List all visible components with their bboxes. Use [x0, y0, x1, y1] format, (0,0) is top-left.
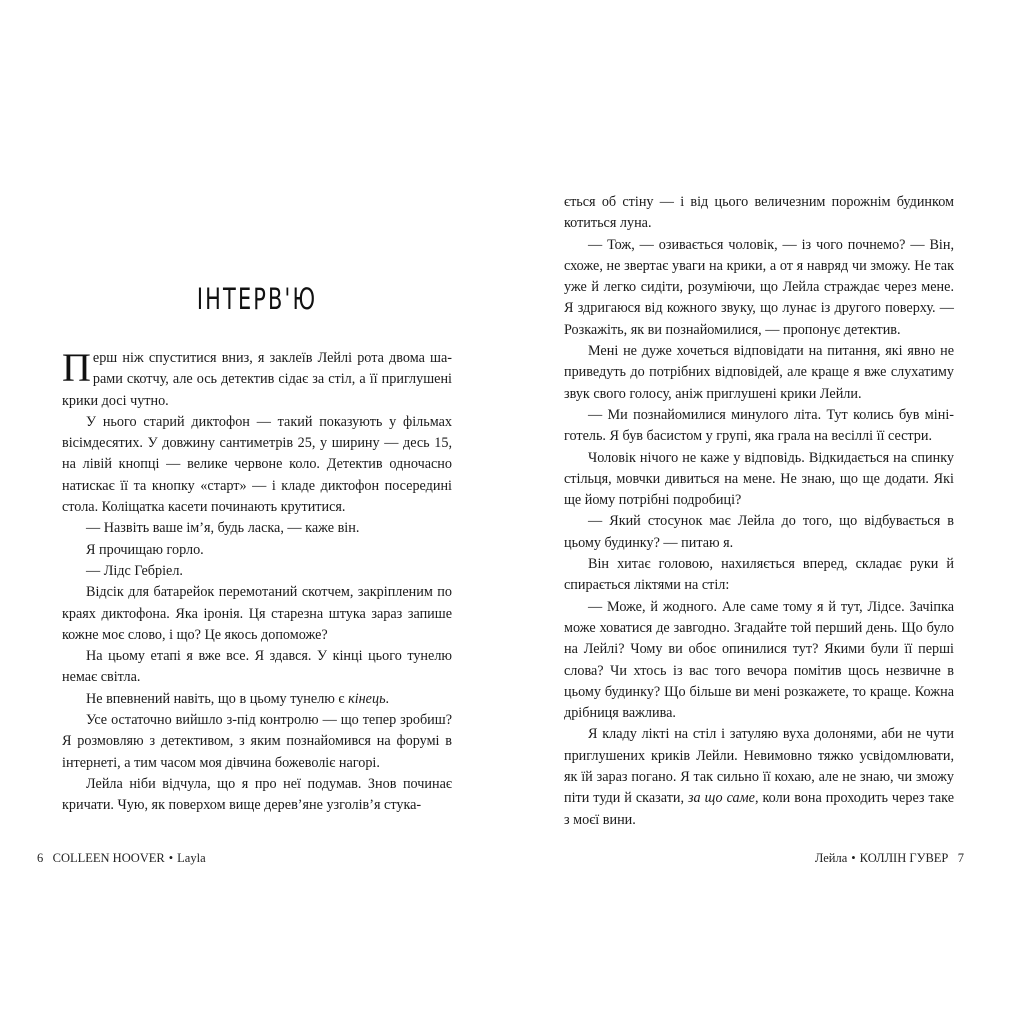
paragraph: Він хитає головою, нахиляється вперед, складає руки й спирається ліктями на стіл: [564, 556, 954, 594]
footer-bullet: • [851, 851, 856, 865]
page-number: 6 [37, 851, 44, 865]
paragraph: ється об стіну — і від цього величезним порожнім будинком котиться луна. [564, 194, 954, 232]
running-author: COLLEEN HOOVER [52, 851, 165, 865]
paragraph: У нього старий диктофон — такий показують у фільмах вісімдесятих. У довжину сантиметрів 25, у ширину — десь 15, на лівій кнопці — велике червоне коло. Детектив одночасно натискає її та кнопку «старт» — і кладе диктофон посередині стола. Коліщатка касети починають крутитися. [62, 413, 452, 516]
paragraph: Лейла ніби відчула, що я про неї подумав. Знов починає кричати. Чую, як поверхом вище дерев’яне узголів’я стука- [62, 775, 452, 814]
chapter-title: ІНТЕРВ'Ю [196, 282, 318, 316]
paragraph: Перш ніж спуститися вниз, я заклеїв Лейлі рота двома шарами скотчу, але ось детектив сідає за стіл, а її приглушені крики досі чутно. [62, 345, 452, 409]
paragraph: — Тож, — озивається чоловік, — із чого почнемо? — Він, схоже, не звертає уваги на крики, а от я навряд чи зможу. Не так уже й легко сидіти, розуміючи, що Лейла страждає через мене. Я здригаюся від кожного звуку, що лунає із другого поверху. — Розкажіть, як ви познайомилися, — пропонує детектив. [564, 236, 954, 338]
paragraph: — Який стосунок має Лейла до того, що відбувається в цьому будинку? — питаю я. [564, 513, 954, 551]
paragraph: На цьому етапі я вже все. Я здався. У кінці цього тунелю немає світла. [62, 648, 452, 686]
left-page-footer [37, 851, 206, 866]
running-book-title: Layla [177, 851, 206, 865]
paragraph: Відсік для батарейок перемотаний скотчем, закріпленим по краях диктофона. Яка іронія. Ця старезна штука зараз запише кожне моє слово, і що? Це якось допоможе? [62, 584, 452, 643]
right-page-text [564, 192, 954, 831]
emphasis-text: кінець [348, 690, 386, 707]
emphasis-text: за що саме [688, 790, 755, 807]
running-book-title: Лейла [814, 851, 848, 865]
running-author: КОЛЛІН ГУВЕР [859, 851, 949, 865]
paragraph: — Ми познайомилися минулого літа. Тут колись був мініготель. Я був басистом у групі, яка грала на весіллі її сестри. [564, 406, 954, 445]
right-page [512, 0, 1024, 1024]
left-page-text [62, 345, 452, 817]
drop-cap: П [62, 345, 91, 390]
paragraph: Я прочищаю горло. [86, 541, 204, 558]
paragraph: Не впевнений навіть, що в цьому тунелю є кінець. [86, 690, 390, 707]
right-page-footer [815, 851, 964, 866]
paragraph: — Назвіть ваше ім’я, будь ласка, — каже він. [86, 520, 360, 537]
paragraph: — Може, й жодного. Але саме тому я й тут, Лідсе. Зачіпка може ховатися де завгодно. Згадайте той перший день. Що було на Лейлі? Чому ви обоє опинилися тут? Якими були її перші слова? Чи хтось із вас того вечора помітив щось незвичне в цьому будинку? Що більше ви мені розкажете, то краще. Кожна дрібниця важлива. [564, 598, 954, 722]
footer-bullet: • [168, 851, 174, 865]
paragraph: Мені не дуже хочеться відповідати на питання, які явно не приведуть до потрібних відповідей, але краще я вже слухатиму звук свого голосу, аніж приглушені крики Лейли. [564, 343, 954, 402]
paragraph: Чоловік нічого не каже у відповідь. Відкидається на спинку стільця, мовчки дивиться на мене. Не знаю, що ще додати. Які ще йому потрібні подробиці? [564, 449, 954, 509]
page-number: 7 [957, 851, 964, 865]
paragraph: Усе остаточно вийшло з-під контролю — що тепер зробиш? Я розмовляю з детективом, з яким познайомився на форумі в інтернеті, а тим часом моя дівчина божеволіє нагорі. [62, 712, 452, 771]
paragraph: — Лідс Гебріел. [86, 562, 183, 579]
paragraph: Я кладу лікті на стіл і затуляю вуха долонями, аби не чути приглушених криків Лейли. Невимовно тяжко усвідомлювати, як їй зараз погано. Я так сильно її кохаю, але не знаю, чи зможу піти туди й сказати, за що саме, коли вона проходить через таке з моєї вини. [564, 726, 955, 828]
